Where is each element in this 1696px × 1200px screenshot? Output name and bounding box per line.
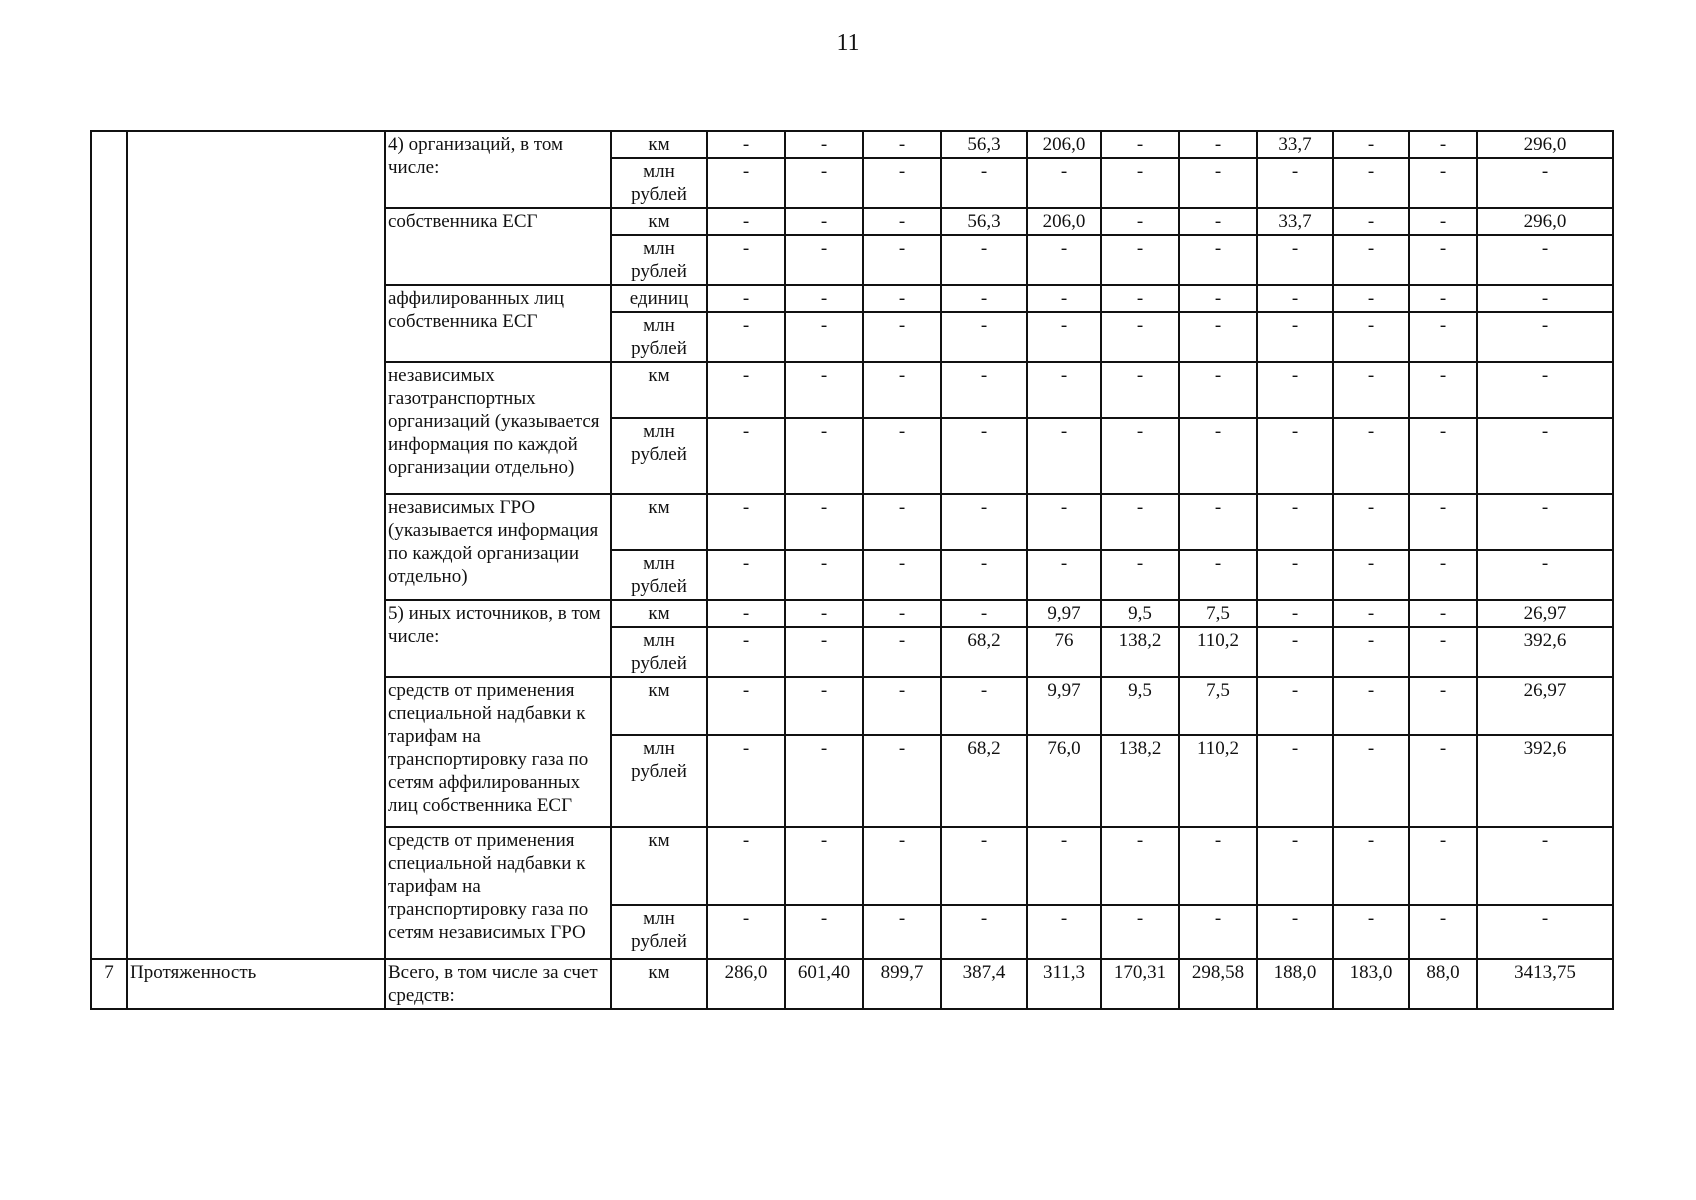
value-cell: - bbox=[863, 312, 941, 362]
value-cell: - bbox=[785, 905, 863, 959]
row-label: 4) организаций, в том числе: bbox=[385, 131, 611, 208]
value-cell: - bbox=[785, 362, 863, 418]
value-cell: - bbox=[1409, 285, 1477, 312]
unit-cell: млн рублей bbox=[611, 235, 707, 285]
value-cell: - bbox=[1409, 600, 1477, 627]
total-value-cell: 188,0 bbox=[1257, 959, 1333, 1009]
value-cell: - bbox=[1333, 600, 1409, 627]
value-cell: - bbox=[941, 600, 1027, 627]
value-cell: - bbox=[1477, 418, 1613, 494]
value-cell: 26,97 bbox=[1477, 677, 1613, 735]
value-cell: - bbox=[941, 677, 1027, 735]
value-cell: - bbox=[1477, 494, 1613, 550]
total-row bbox=[91, 959, 1613, 1009]
value-cell: 68,2 bbox=[941, 735, 1027, 827]
table-body bbox=[91, 131, 1613, 1009]
value-cell: - bbox=[707, 418, 785, 494]
value-cell: - bbox=[1477, 235, 1613, 285]
value-cell: 9,5 bbox=[1101, 600, 1179, 627]
value-cell: - bbox=[1409, 418, 1477, 494]
unit-cell: км bbox=[611, 131, 707, 158]
total-value-cell: 3413,75 bbox=[1477, 959, 1613, 1009]
value-cell: - bbox=[707, 550, 785, 600]
unit-cell: млн рублей bbox=[611, 550, 707, 600]
value-cell: 33,7 bbox=[1257, 208, 1333, 235]
value-cell: - bbox=[1333, 735, 1409, 827]
value-cell: - bbox=[1257, 494, 1333, 550]
value-cell: - bbox=[1333, 131, 1409, 158]
value-cell: - bbox=[863, 550, 941, 600]
value-cell: - bbox=[941, 418, 1027, 494]
value-cell: - bbox=[863, 285, 941, 312]
total-value-cell: 899,7 bbox=[863, 959, 941, 1009]
total-value-cell: 298,58 bbox=[1179, 959, 1257, 1009]
total-index: 7 bbox=[91, 959, 127, 1009]
total-value-cell: 88,0 bbox=[1409, 959, 1477, 1009]
value-cell: - bbox=[863, 208, 941, 235]
value-cell: 33,7 bbox=[1257, 131, 1333, 158]
value-cell: - bbox=[1179, 494, 1257, 550]
value-cell: - bbox=[1257, 418, 1333, 494]
value-cell: - bbox=[785, 550, 863, 600]
data-table bbox=[90, 130, 1614, 1010]
unit-cell: млн рублей bbox=[611, 627, 707, 677]
value-cell: - bbox=[1409, 208, 1477, 235]
value-cell: - bbox=[1409, 494, 1477, 550]
value-cell: 392,6 bbox=[1477, 627, 1613, 677]
value-cell: - bbox=[1179, 827, 1257, 905]
value-cell: - bbox=[1409, 677, 1477, 735]
value-cell: 68,2 bbox=[941, 627, 1027, 677]
value-cell: - bbox=[1477, 158, 1613, 208]
value-cell: - bbox=[1409, 312, 1477, 362]
value-cell: - bbox=[863, 362, 941, 418]
value-cell: - bbox=[941, 312, 1027, 362]
value-cell: - bbox=[1333, 312, 1409, 362]
value-cell: - bbox=[1409, 550, 1477, 600]
unit-cell: единиц bbox=[611, 285, 707, 312]
unit-cell: км bbox=[611, 208, 707, 235]
value-cell: - bbox=[1333, 208, 1409, 235]
value-cell: - bbox=[1333, 627, 1409, 677]
value-cell: - bbox=[1101, 418, 1179, 494]
unit-cell: км bbox=[611, 494, 707, 550]
value-cell: - bbox=[707, 235, 785, 285]
value-cell: - bbox=[1477, 285, 1613, 312]
value-cell: - bbox=[941, 905, 1027, 959]
value-cell: 56,3 bbox=[941, 208, 1027, 235]
value-cell: - bbox=[707, 131, 785, 158]
value-cell: - bbox=[1333, 494, 1409, 550]
value-cell: - bbox=[1333, 158, 1409, 208]
value-cell: 206,0 bbox=[1027, 208, 1101, 235]
total-value-cell: 183,0 bbox=[1333, 959, 1409, 1009]
value-cell: 9,97 bbox=[1027, 677, 1101, 735]
value-cell: - bbox=[707, 735, 785, 827]
value-cell: - bbox=[1409, 235, 1477, 285]
value-cell: 296,0 bbox=[1477, 208, 1613, 235]
value-cell: - bbox=[863, 627, 941, 677]
unit-cell: млн рублей bbox=[611, 905, 707, 959]
value-cell: - bbox=[1333, 418, 1409, 494]
table-row bbox=[91, 131, 1613, 158]
value-cell: - bbox=[1179, 905, 1257, 959]
value-cell: - bbox=[1027, 827, 1101, 905]
row-label: независимых газотранспортных организаций (указывается информация по каждой организации отдельно) bbox=[385, 362, 611, 494]
value-cell: - bbox=[1101, 131, 1179, 158]
value-cell: 138,2 bbox=[1101, 735, 1179, 827]
value-cell: - bbox=[1101, 494, 1179, 550]
value-cell: - bbox=[1027, 362, 1101, 418]
value-cell: - bbox=[1333, 362, 1409, 418]
value-cell: - bbox=[1101, 905, 1179, 959]
value-cell: 110,2 bbox=[1179, 627, 1257, 677]
value-cell: - bbox=[707, 627, 785, 677]
value-cell: - bbox=[941, 235, 1027, 285]
value-cell: - bbox=[1027, 494, 1101, 550]
value-cell: - bbox=[785, 494, 863, 550]
value-cell: - bbox=[1333, 285, 1409, 312]
total-value-cell: 601,40 bbox=[785, 959, 863, 1009]
value-cell: - bbox=[1027, 312, 1101, 362]
unit-cell: млн рублей bbox=[611, 418, 707, 494]
value-cell: - bbox=[1101, 235, 1179, 285]
value-cell: - bbox=[863, 158, 941, 208]
total-value-cell: 387,4 bbox=[941, 959, 1027, 1009]
total-value-cell: 311,3 bbox=[1027, 959, 1101, 1009]
value-cell: - bbox=[707, 905, 785, 959]
value-cell: 9,97 bbox=[1027, 600, 1101, 627]
value-cell: - bbox=[1409, 158, 1477, 208]
value-cell: - bbox=[785, 600, 863, 627]
value-cell: - bbox=[707, 494, 785, 550]
row-label: средств от применения специальной надбавки к тарифам на транспортировку газа по сетям аффилированных лиц собственника ЕСГ bbox=[385, 677, 611, 827]
total-value-cell: 170,31 bbox=[1101, 959, 1179, 1009]
value-cell: - bbox=[1101, 312, 1179, 362]
value-cell: - bbox=[1409, 905, 1477, 959]
row-label: аффилированных лиц собственника ЕСГ bbox=[385, 285, 611, 362]
value-cell: - bbox=[1257, 677, 1333, 735]
value-cell: - bbox=[1101, 362, 1179, 418]
value-cell: - bbox=[863, 131, 941, 158]
row-label: собственника ЕСГ bbox=[385, 208, 611, 285]
value-cell: - bbox=[1179, 158, 1257, 208]
value-cell: - bbox=[1027, 550, 1101, 600]
value-cell: - bbox=[1477, 362, 1613, 418]
value-cell: - bbox=[1409, 735, 1477, 827]
value-cell: - bbox=[1257, 158, 1333, 208]
value-cell: - bbox=[1257, 285, 1333, 312]
value-cell: - bbox=[1101, 827, 1179, 905]
value-cell: - bbox=[1027, 418, 1101, 494]
value-cell: - bbox=[941, 550, 1027, 600]
value-cell: - bbox=[1179, 418, 1257, 494]
index-cell bbox=[91, 131, 127, 959]
value-cell: - bbox=[863, 494, 941, 550]
value-cell: - bbox=[1027, 158, 1101, 208]
value-cell: - bbox=[1409, 827, 1477, 905]
value-cell: 7,5 bbox=[1179, 600, 1257, 627]
value-cell: - bbox=[1257, 600, 1333, 627]
name-cell bbox=[127, 131, 385, 959]
row-label: средств от применения специальной надбавки к тарифам на транспортировку газа по сетям независимых ГРО bbox=[385, 827, 611, 959]
value-cell: - bbox=[707, 285, 785, 312]
value-cell: - bbox=[1333, 235, 1409, 285]
value-cell: - bbox=[941, 494, 1027, 550]
unit-cell: км bbox=[611, 362, 707, 418]
unit-cell: млн рублей bbox=[611, 312, 707, 362]
value-cell: - bbox=[785, 677, 863, 735]
value-cell: - bbox=[785, 735, 863, 827]
value-cell: 110,2 bbox=[1179, 735, 1257, 827]
value-cell: - bbox=[863, 827, 941, 905]
value-cell: - bbox=[785, 285, 863, 312]
page-number: 11 bbox=[836, 30, 860, 56]
value-cell: - bbox=[941, 362, 1027, 418]
value-cell: 392,6 bbox=[1477, 735, 1613, 827]
value-cell: - bbox=[1179, 208, 1257, 235]
value-cell: 206,0 bbox=[1027, 131, 1101, 158]
value-cell: - bbox=[1027, 235, 1101, 285]
value-cell: - bbox=[1257, 312, 1333, 362]
value-cell: - bbox=[1409, 362, 1477, 418]
value-cell: - bbox=[785, 627, 863, 677]
value-cell: - bbox=[785, 208, 863, 235]
value-cell: 296,0 bbox=[1477, 131, 1613, 158]
unit-cell: млн рублей bbox=[611, 735, 707, 827]
value-cell: - bbox=[1179, 550, 1257, 600]
value-cell: - bbox=[785, 418, 863, 494]
value-cell: - bbox=[941, 285, 1027, 312]
value-cell: - bbox=[707, 158, 785, 208]
row-label: 5) иных источников, в том числе: bbox=[385, 600, 611, 677]
value-cell: - bbox=[1477, 905, 1613, 959]
value-cell: - bbox=[707, 362, 785, 418]
value-cell: - bbox=[1179, 235, 1257, 285]
value-cell: - bbox=[707, 827, 785, 905]
value-cell: - bbox=[1409, 131, 1477, 158]
value-cell: - bbox=[1027, 905, 1101, 959]
value-cell: - bbox=[1257, 905, 1333, 959]
value-cell: 26,97 bbox=[1477, 600, 1613, 627]
value-cell: - bbox=[1179, 362, 1257, 418]
total-name: Протяженность bbox=[127, 959, 385, 1009]
value-cell: - bbox=[1333, 550, 1409, 600]
value-cell: - bbox=[1409, 627, 1477, 677]
unit-cell: км bbox=[611, 827, 707, 905]
value-cell: - bbox=[1257, 235, 1333, 285]
value-cell: - bbox=[1333, 677, 1409, 735]
value-cell: - bbox=[1333, 827, 1409, 905]
value-cell: - bbox=[863, 418, 941, 494]
value-cell: - bbox=[707, 208, 785, 235]
value-cell: - bbox=[1257, 550, 1333, 600]
value-cell: - bbox=[1101, 285, 1179, 312]
value-cell: - bbox=[785, 312, 863, 362]
value-cell: - bbox=[1477, 312, 1613, 362]
value-cell: - bbox=[1257, 362, 1333, 418]
value-cell: - bbox=[863, 235, 941, 285]
value-cell: - bbox=[785, 235, 863, 285]
value-cell: 9,5 bbox=[1101, 677, 1179, 735]
value-cell: - bbox=[863, 735, 941, 827]
value-cell: - bbox=[707, 600, 785, 627]
value-cell: - bbox=[1027, 285, 1101, 312]
value-cell: - bbox=[1101, 158, 1179, 208]
value-cell: - bbox=[941, 158, 1027, 208]
value-cell: - bbox=[1257, 827, 1333, 905]
value-cell: - bbox=[707, 312, 785, 362]
value-cell: 56,3 bbox=[941, 131, 1027, 158]
value-cell: - bbox=[1257, 735, 1333, 827]
unit-cell: млн рублей bbox=[611, 158, 707, 208]
total-unit: км bbox=[611, 959, 707, 1009]
value-cell: - bbox=[1333, 905, 1409, 959]
value-cell: 138,2 bbox=[1101, 627, 1179, 677]
value-cell: - bbox=[1101, 550, 1179, 600]
value-cell: - bbox=[863, 905, 941, 959]
total-label: Всего, в том числе за счет средств: bbox=[385, 959, 611, 1009]
value-cell: - bbox=[785, 158, 863, 208]
value-cell: - bbox=[1477, 827, 1613, 905]
unit-cell: км bbox=[611, 600, 707, 627]
value-cell: 76 bbox=[1027, 627, 1101, 677]
value-cell: - bbox=[785, 827, 863, 905]
value-cell: - bbox=[1179, 312, 1257, 362]
value-cell: - bbox=[1477, 550, 1613, 600]
value-cell: 7,5 bbox=[1179, 677, 1257, 735]
value-cell: - bbox=[1179, 131, 1257, 158]
value-cell: 76,0 bbox=[1027, 735, 1101, 827]
value-cell: - bbox=[707, 677, 785, 735]
value-cell: - bbox=[863, 677, 941, 735]
value-cell: - bbox=[941, 827, 1027, 905]
value-cell: - bbox=[1179, 285, 1257, 312]
total-value-cell: 286,0 bbox=[707, 959, 785, 1009]
value-cell: - bbox=[785, 131, 863, 158]
unit-cell: км bbox=[611, 677, 707, 735]
value-cell: - bbox=[1101, 208, 1179, 235]
row-label: независимых ГРО (указывается информация по каждой организации отдельно) bbox=[385, 494, 611, 600]
value-cell: - bbox=[1257, 627, 1333, 677]
value-cell: - bbox=[863, 600, 941, 627]
